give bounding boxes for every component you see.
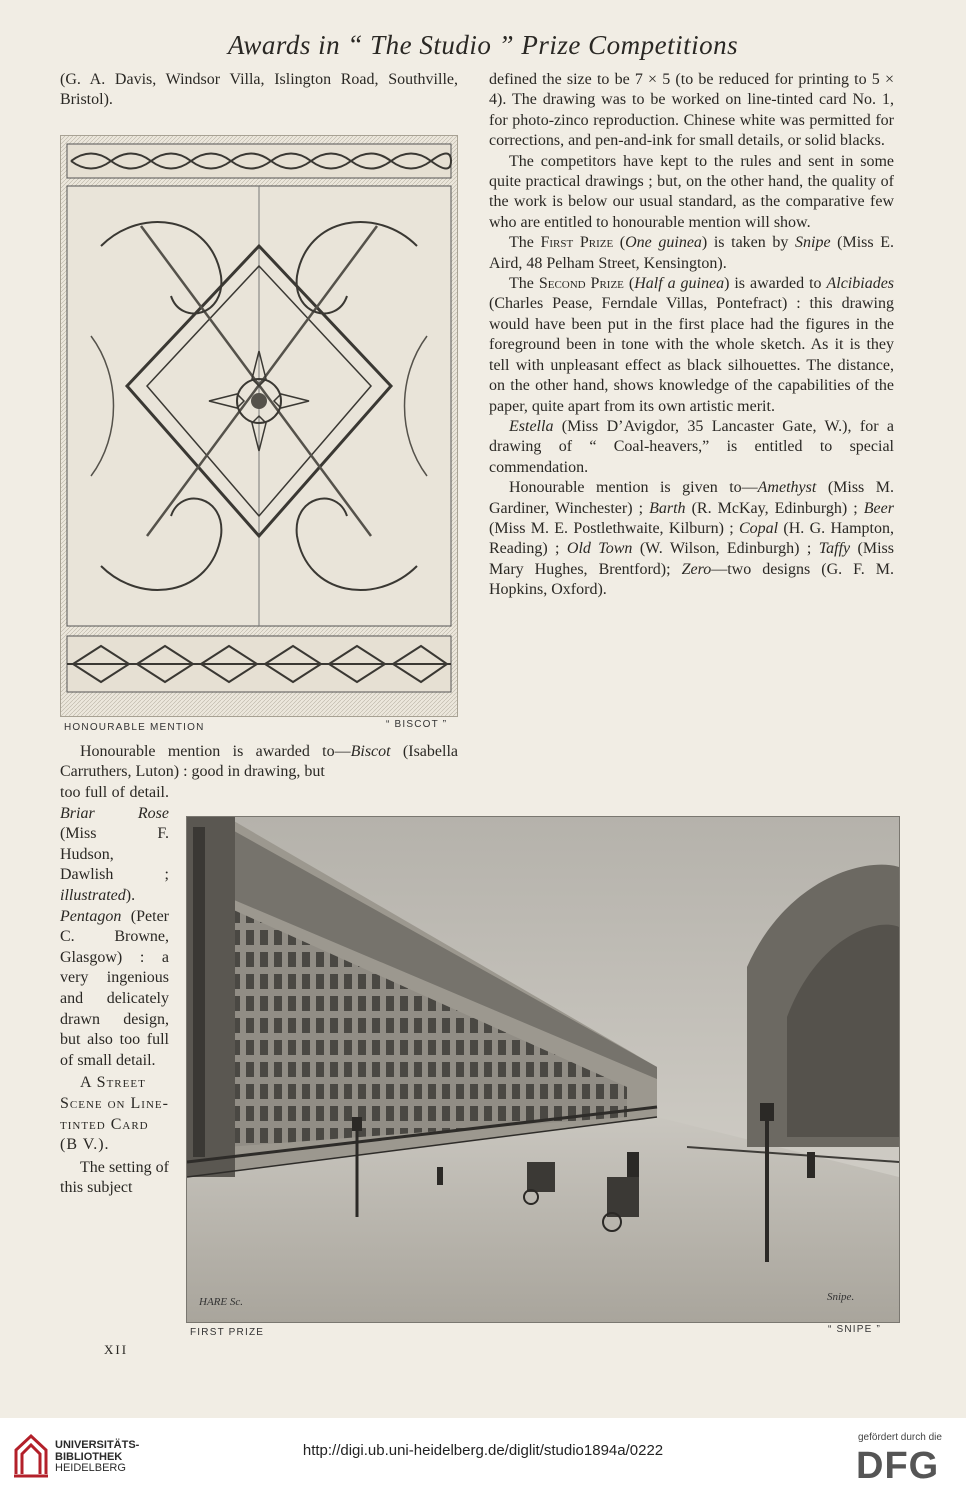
artist-signature: Snipe. bbox=[827, 1291, 855, 1303]
figure2-caption-left: FIRST PRIZE bbox=[190, 1327, 265, 1338]
ornament-figure bbox=[60, 135, 458, 717]
street-scene-figure bbox=[186, 816, 900, 1323]
section-heading: A Street Scene on Line-tinted Card (B V.). bbox=[60, 1074, 169, 1154]
left-narrow-column: too full of detail. Briar Rose (Miss F. Hudson, Dawlish ; illustrated). Pentagon (Peter C. Browne, Glasgow) : a very ingenious and delicately drawn design, but also too full of small detail. A Street Scene on Line-tinted Card (B V.). The setting of this subject bbox=[60, 784, 169, 1197]
right-column: defined the size to be 7 × 5 (to be reduced for printing to 5 × 4). The drawing was to be worked on line-tinted card No. 1, for photo-zinco reproduction. Chinese white was permitted for corrections, and pen-and-ink for small details, or solid blacks. The competitors have kept to the rules and sent in some quite practical drawings ; but, on the other hand, the quality of the work is below our usual standard, as the comparative few who are entitled to honourable mention will show. The First Prize (One guinea) is taken by Snipe (Miss E. Aird, 48 Pelham Street, Kensington). The Second Prize (Half a guinea) is awarded to Alcibiades (Charles Pease, Ferndale Villas, Pontefract) : this drawing would have been put in the first place had the figures in the foreground been in tone with the whole sketch. As it is they tell with unpleasant effect as black silhouettes. The distance, on the other hand, shows knowledge of the capabilities of the paper, quite apart from its own artistic merit. Estella (Miss D’Avigdor, 35 Lancaster Gate, W.), for a drawing of “ Coal-heavers,” is entitled to special commendation. Honourable mention is given to—Amethyst (Miss M. Gardiner, Winchester) ; Barth (R. McKay, Edinburgh) ; Beer (Miss M. E. Postlethwaite, Kilburn) ; Copal (H. G. Hampton, Reading) ; Old Town (W. Wilson, Edinburgh) ; Taffy (Miss Mary Hughes, Brentford); Zero—two designs (G. F. M. Hopkins, Oxford). bbox=[489, 71, 895, 599]
page-title: Awards in “ The Studio ” Prize Competitions bbox=[227, 30, 739, 60]
library-name: UNIVERSITÄTS- BIBLIOTHEK HEIDELBERG bbox=[55, 1439, 140, 1474]
page-number: XII bbox=[104, 1342, 129, 1357]
ornament-drawing bbox=[61, 136, 457, 716]
figure1-caption-right: “ BISCOT ” bbox=[386, 719, 448, 730]
left-body-paragraph: Honourable mention is awarded to—Biscot (Isabella Carruthers, Luton) : good in drawing, but bbox=[60, 743, 458, 781]
funding-note: gefördert durch die bbox=[858, 1432, 942, 1443]
figure1-caption-left: HONOURABLE MENTION bbox=[64, 722, 205, 733]
figure2-caption-right: “ SNIPE ” bbox=[828, 1324, 882, 1335]
engraver-signature: HARE Sc. bbox=[199, 1296, 243, 1308]
dfg-logo: DFG bbox=[856, 1445, 940, 1487]
street-scene-drawing bbox=[187, 817, 899, 1322]
left-top-text: (G. A. Davis, Windsor Villa, Islington Road, Southville, Bristol). bbox=[60, 71, 458, 109]
source-url-link[interactable]: http://digi.ub.uni-heidelberg.de/diglit/studio1894a/0222 bbox=[302, 1442, 664, 1459]
